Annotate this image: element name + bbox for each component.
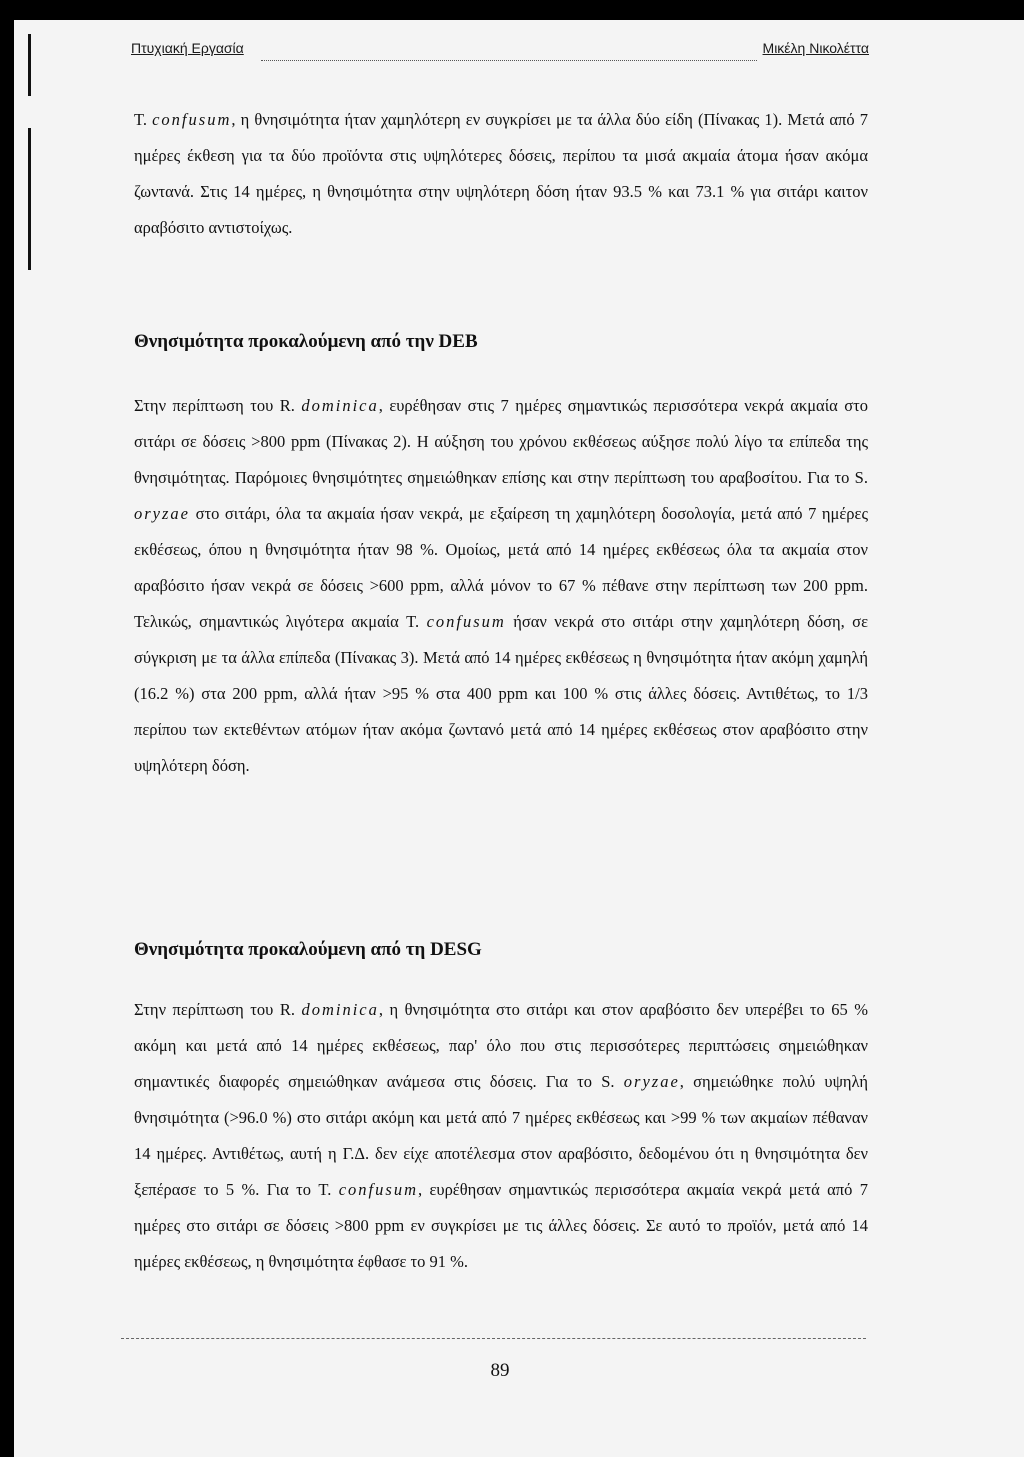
paragraph-text — [134, 102, 868, 246]
text-run: , ευρέθησαν σημαντικώς περισσότερα ακμαία νεκρά μετά από 7 ημέρες στο σιτάρι σε δόσεις >800 ppm εν συγκρίσει με τις άλλες δόσεις. Σε αυτό το προϊόν, μετά από 14 ημέρες εκθέσεως, η θνησιμότητα έφθασε το 91 %. — [134, 1180, 869, 1271]
binding-edge-mark — [28, 128, 31, 270]
header-left-title: Πτυχιακή Εργασία — [131, 40, 244, 56]
binding-edge-mark — [28, 34, 31, 96]
species-name: dominica — [301, 1000, 379, 1019]
text-run: T. — [134, 110, 147, 129]
running-header — [131, 40, 869, 66]
species-name: oryzae — [623, 1072, 680, 1091]
text-run: , η θνησιμότητα στο σιτάρι και στον αραβόσιτο δεν υπερέβει το 65 % ακόμη και μετά από 14 ημέρες εκθέσεως, παρ' όλο που στις περισσότερες περιπτώσεις σημειώθηκαν σημαντικές διαφορές σημειώθηκαν ανάμεσα στις δόσεις. Για το S. — [134, 1000, 869, 1091]
paragraph-text — [134, 388, 868, 784]
text-run: , σημειώθηκε πολύ υψηλή θνησιμότητα (>96.0 %) στο σιτάρι ακόμη και μετά από 7 ημέρες εκθέσεως και >99 % των ακμαίων πέθαναν 14 ημέρες. Αντιθέτως, αυτή η Γ.Δ. δεν είχε αποτέλεσμα στον αραβόσιτο, δεδομένου ότι η θνησιμότητα δεν ξεπέρασε το 5 %. Για το T. — [134, 1072, 869, 1199]
page-number: 89 — [490, 1360, 510, 1381]
text-run: , ευρέθησαν στις 7 ημέρες σημαντικώς περισσότερα νεκρά ακμαία στο σιτάρι σε δόσεις >800 ppm (Πίνακας 2). Η αύξηση του χρόνου εκθέσεως αύξησε πολύ λίγο τα επίπεδα της θνησιμότητας. Παρόμοιες θνησιμότητες σημειώθηκαν επίσης και στην περίπτωση του αραβοσίτου. Για το S. — [134, 396, 869, 487]
section-heading-desg: Θνησιμότητα προκαλούμενη από τη DESG — [134, 939, 482, 960]
header-right-author: Μικέλη Νικολέττα — [762, 40, 869, 56]
paragraph-3 — [134, 992, 868, 1280]
species-name: confusum — [426, 612, 506, 631]
text-run: ήσαν νεκρά στο σιτάρι στην χαμηλότερη δόση, σε σύγκριση με τα άλλα επίπεδα (Πίνακας 3). Μετά από 14 ημέρες εκθέσεως η θνησιμότητα ήταν ακόμη χαμηλή (16.2 %) στα 200 ppm, αλλά ήταν >95 % στα 400 ppm και 100 % στις άλλες δόσεις. Αντιθέτως, το 1/3 περίπου των εκτεθέντων ατόμων ήταν ακόμα ζωντανό μετά από 14 ημέρες εκθέσεως στον αραβόσιτο στην υψηλότερη δόση. — [134, 612, 869, 775]
species-name: confusum — [338, 1180, 418, 1199]
species-name: confusum — [152, 110, 232, 129]
text-run: , η θνησιμότητα ήταν χαμηλότερη εν συγκρίσει με τα άλλα δύο είδη (Πίνακας 1). Μετά από 7 ημέρες έκθεση για τα δύο προϊόντα στις υψηλότερες δόσεις, περίπου τα μισά ακμαία άτομα ήσαν ακόμα ζωντανά. Στις 14 ημέρες, η θνησιμότητα στην υψηλότερη δόση ήταν 93.5 % και 73.1 % για σιτάρι καιτον αραβόσιτο αντιστοίχως. — [134, 110, 868, 237]
header-rule — [261, 60, 757, 61]
paragraph-2 — [134, 388, 868, 784]
paragraph-1 — [134, 102, 868, 246]
species-name: dominica — [301, 396, 379, 415]
section-heading-deb: Θνησιμότητα προκαλούμενη από την DEB — [134, 331, 478, 352]
paragraph-text — [134, 992, 868, 1280]
footer-rule — [121, 1338, 866, 1339]
text-run: Στην περίπτωση του R. — [134, 1000, 295, 1019]
text-run: Στην περίπτωση του R. — [134, 396, 295, 415]
species-name: oryzae — [134, 504, 190, 523]
text-run: στο σιτάρι, όλα τα ακμαία ήσαν νεκρά, με εξαίρεση τη χαμηλότερη δοσολογία, μετά από 7 ημέρες εκθέσεως, όπου η θνησιμότητα ήταν 98 %. Ομοίως, μετά από 14 ημέρες εκθέσεως όλα τα ακμαία στον αραβόσιτο ήσαν νεκρά σε δόσεις >600 ppm, αλλά μόνον το 67 % πέθανε στην περίπτωση των 200 ppm. Τελικώς, σημαντικώς λιγότερα ακμαία T. — [134, 504, 868, 631]
